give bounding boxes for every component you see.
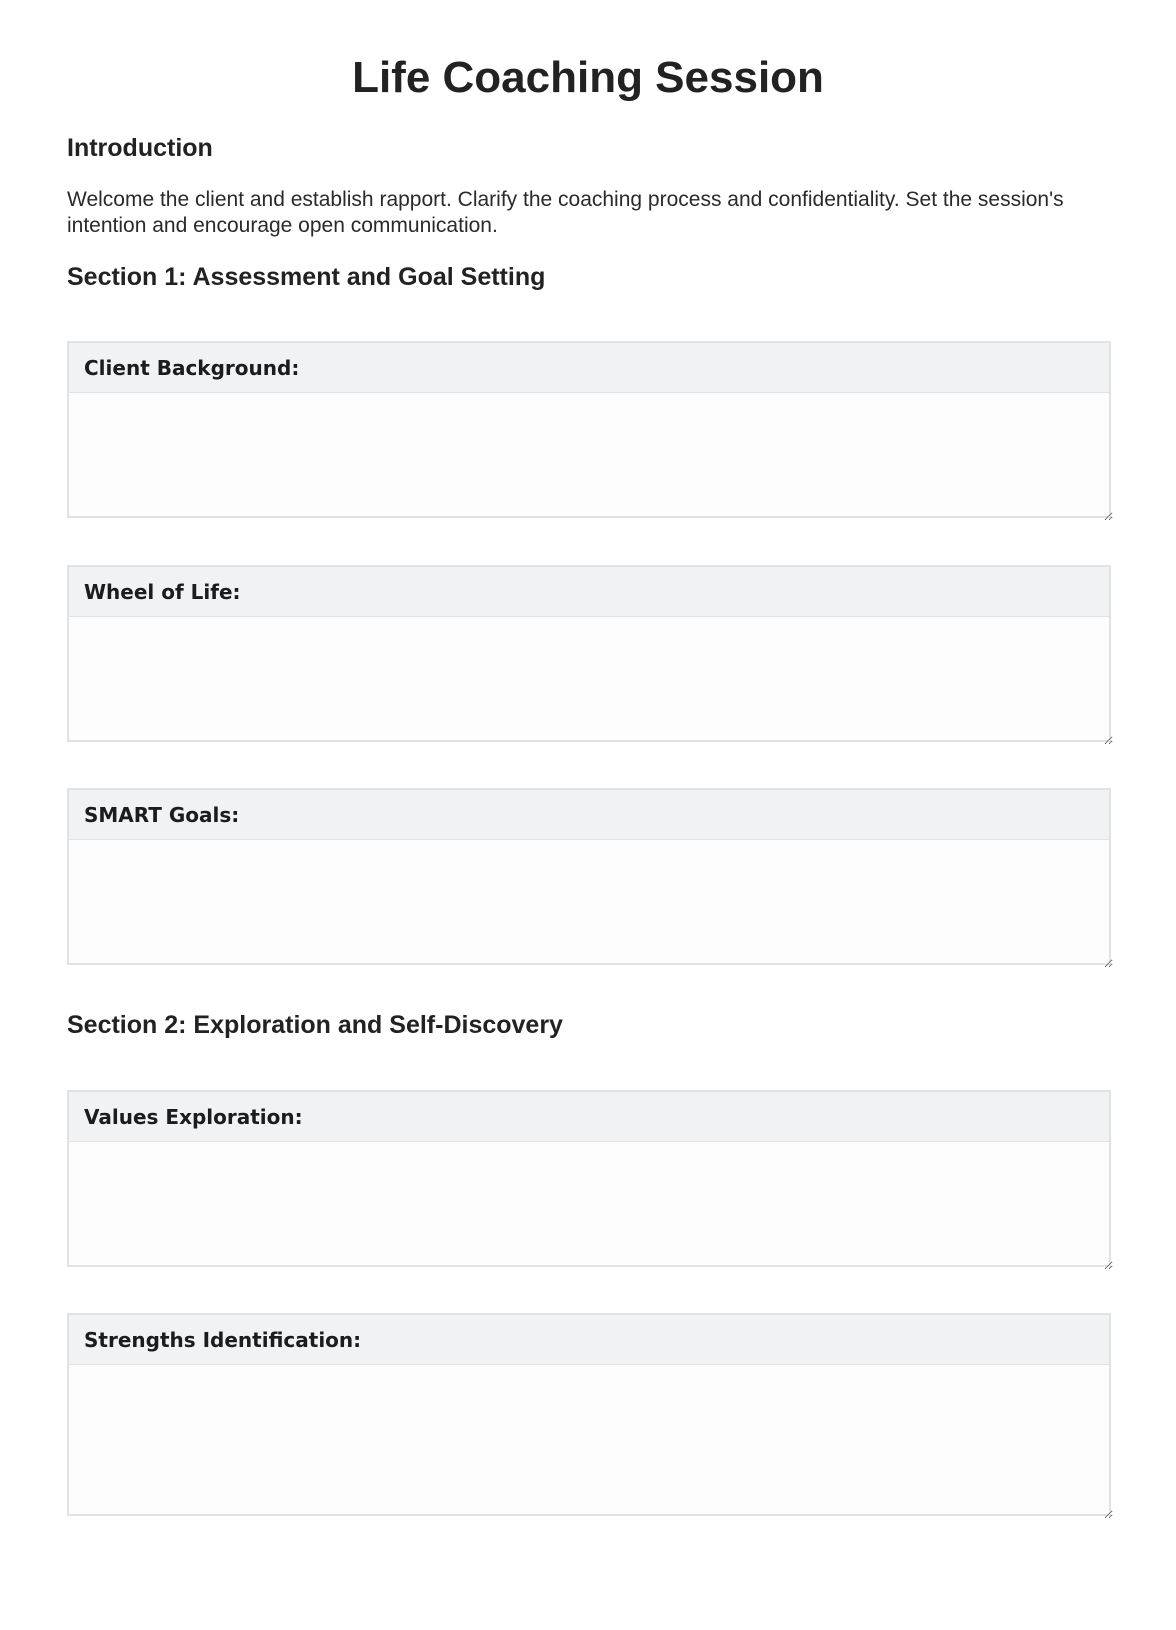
values-exploration-header [69, 1092, 1109, 1142]
values-exploration-input[interactable] [69, 1142, 1113, 1270]
section-2-heading: Section 2: Exploration and Self-Discovery [67, 1011, 563, 1039]
introduction-heading: Introduction [67, 134, 213, 162]
introduction-text: Welcome the client and establish rapport. Clarify the coaching process and confidentiality. Set the session's intention and encourage open communication. [67, 188, 1064, 237]
wheel-of-life-header [69, 567, 1109, 617]
client-background-header [69, 343, 1109, 393]
strengths-identification-label: Strengths Identification: [84, 1327, 362, 1352]
wheel-of-life-label: Wheel of Life: [84, 579, 241, 604]
strengths-identification-field [67, 1313, 1111, 1516]
strengths-identification-header [69, 1315, 1109, 1365]
values-exploration-label: Values Exploration: [84, 1104, 303, 1129]
page-title: Life Coaching Session [352, 53, 824, 102]
client-background-label: Client Background: [84, 355, 300, 380]
smart-goals-input[interactable] [69, 840, 1113, 968]
smart-goals-header [69, 790, 1109, 840]
client-background-field [67, 341, 1111, 518]
values-exploration-field [67, 1090, 1111, 1267]
section-1-heading: Section 1: Assessment and Goal Setting [67, 263, 546, 291]
strengths-identification-input[interactable] [69, 1365, 1113, 1519]
wheel-of-life-field [67, 565, 1111, 742]
wheel-of-life-input[interactable] [69, 617, 1113, 745]
client-background-input[interactable] [69, 393, 1113, 521]
smart-goals-label: SMART Goals: [84, 802, 240, 827]
smart-goals-field [67, 788, 1111, 965]
